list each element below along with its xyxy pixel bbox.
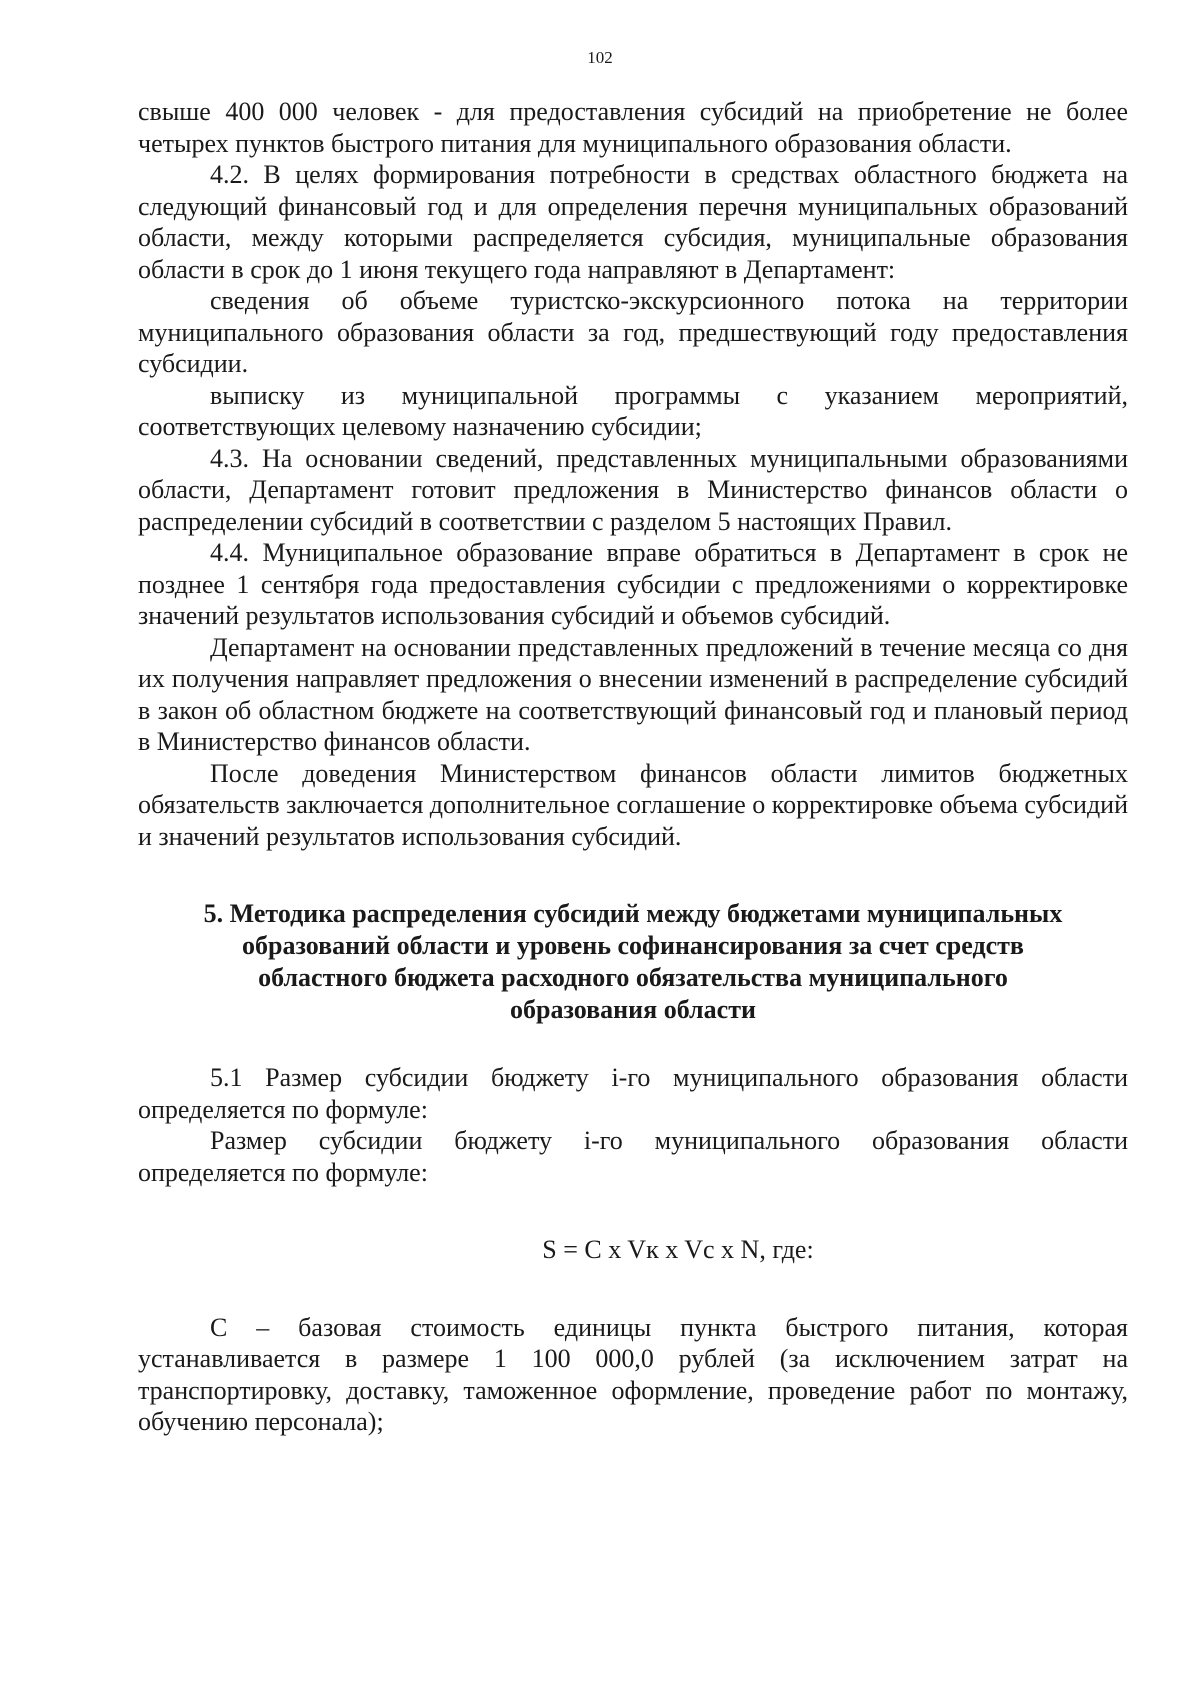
paragraph-group-mid xyxy=(138,1062,1128,1188)
paragraph: C – базовая стоимость единицы пункта быстрого питания, которая устанавливается в размере 1 100 000,0 рублей (за исключением затрат на транспортировку, доставку, таможенное оформление, проведение работ по монтажу, обучению персонала); xyxy=(138,1312,1128,1436)
paragraph: свыше 400 000 человек - для предоставления субсидий на приобретение не более четырех пунктов быстрого питания для муниципального образования области. xyxy=(138,97,1128,158)
paragraph: 4.3. На основании сведений, представленных муниципальными образованиями области, Департамент готовит предложения в Министерство финансов области о распределении субсидий в соответствии с разделом 5 настоящих Правил. xyxy=(138,443,1128,536)
formula: S = C x Vк x Vс x N, где: xyxy=(542,1235,814,1264)
section-heading: 5. Методика распределения субсидий между бюджетами муниципальных образований области и уровень софинансирования за счет средств областного бюджета расходного обязательства муниципального образования области xyxy=(203,899,1063,1024)
paragraph: выписку из муниципальной программы с указанием мероприятий, соответствующих целевому назначению субсидии; xyxy=(138,380,1128,441)
paragraph: сведения об объеме туристско-экскурсионного потока на территории муниципального образования области за год, предшествующий году предоставления субсидии. xyxy=(138,286,1128,378)
paragraph: 4.2. В целях формирования потребности в средствах областного бюджета на следующий финансовый год и для определения перечня муниципальных образований области, между которыми распределяется субсидия, муниципальные образования области в срок до 1 июня текущего года направляют в Департамент: xyxy=(138,160,1128,284)
paragraph: 4.4. Муниципальное образование вправе обратиться в Департамент в срок не позднее 1 сентября года предоставления субсидии с предложениями о корректировке значений результатов использования субсидий и объемов субсидий. xyxy=(138,538,1128,630)
paragraph: После доведения Министерством финансов области лимитов бюджетных обязательств заключается дополнительное соглашение о корректировке объема субсидий и значений результатов использования субсидий. xyxy=(138,758,1128,851)
document-body xyxy=(138,96,1128,1438)
paragraph: Департамент на основании представленных предложений в течение месяца со дня их получения направляет предложения о внесении изменений в распределение субсидий в закон об областном бюджете на соответствующий финансовый год и плановый период в Министерство финансов области. xyxy=(138,632,1128,756)
page-number: 102 xyxy=(587,48,613,67)
paragraph-group-top xyxy=(138,96,1128,852)
paragraph: 5.1 Размер субсидии бюджету i-го муниципального образования области определяется по формуле: xyxy=(138,1063,1128,1124)
paragraph-group-bottom xyxy=(138,1312,1128,1438)
paragraph: Размер субсидии бюджету i-го муниципального образования области определяется по формуле: xyxy=(138,1126,1128,1187)
